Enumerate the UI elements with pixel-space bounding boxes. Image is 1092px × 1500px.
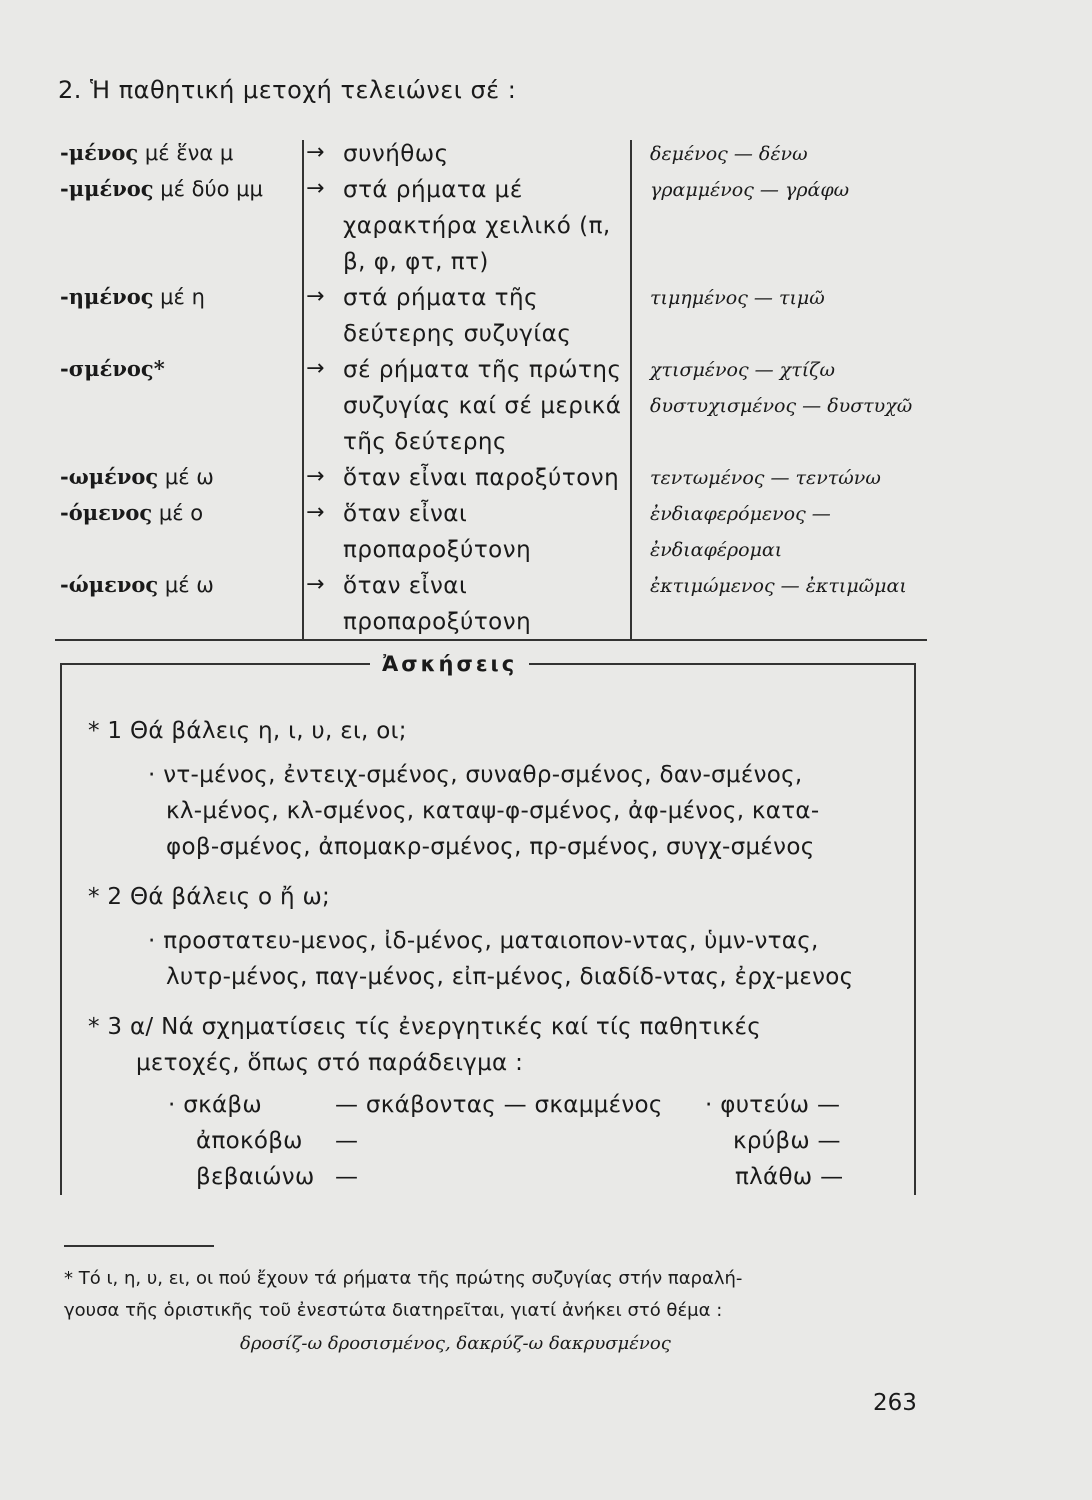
- table-row-rule: στά ρήματα μέ χαρακτήρα χειλικό (π, β, φ, φτ, πτ): [343, 177, 611, 275]
- table-row-example: χτισμένος — χτίζω δυστυχισμένος — δυστυχῶ: [650, 359, 913, 417]
- exercise-3-label: * 3 α/ Νά σχηματίσεις τίς ἐνεργητικές καί τίς παθητικές: [88, 1014, 762, 1040]
- table-row-ending: -όμενος μέ ο: [60, 500, 204, 525]
- table-row-example: τεντωμένος — τεντώνω: [650, 467, 881, 489]
- exercise-3-verb-right: · φυτεύω —: [705, 1092, 841, 1118]
- section-heading: 2. Ἡ παθητική μετοχή τελειώνει σέ :: [58, 76, 517, 104]
- exercise-1-line: φοβ-σμένος, ἀπομακρ-σμένος, πρ-σμένος, συγχ-σμένος: [166, 834, 815, 860]
- table-row-example: δεμένος — δένω: [650, 143, 808, 165]
- table-row-rule: ὅταν εἶναι παροξύτονη: [343, 465, 620, 491]
- arrow-icon: →: [306, 572, 325, 597]
- table-row-example: ἐνδιαφερόμενος — ἐνδιαφέρομαι: [650, 503, 831, 561]
- table-row-rule: στά ρήματα τῆς δεύτερης συζυγίας: [343, 285, 572, 347]
- exercise-3-answer: — σκάβοντας — σκαμμένος: [335, 1092, 663, 1118]
- arrow-icon: →: [306, 176, 325, 201]
- table-row-example: ἐκτιμώμενος — ἐκτιμῶμαι: [650, 575, 907, 597]
- exercise-1-label: * 1 Θά βάλεις η, ι, υ, ει, οι;: [88, 718, 407, 744]
- exercise-3-answer: —: [335, 1128, 359, 1154]
- exercise-2-line: · προστατευ-μενος, ἰδ-μένος, ματαιοπον-ντας, ὑμν-ντας,: [148, 928, 819, 954]
- exercises-title: Ἀσκήσεις: [370, 652, 529, 676]
- table-row-example: γραμμένος — γράφω: [650, 179, 850, 201]
- table-row-ending: -μμένος μέ δύο μμ: [60, 176, 263, 201]
- page-number: 263: [873, 1390, 917, 1416]
- table-row-rule: σέ ρήματα τῆς πρώτης συζυγίας καί σέ μερικά τῆς δεύτερης: [343, 357, 622, 455]
- exercise-3-answer: —: [335, 1164, 359, 1190]
- table-row-rule: ὅταν εἶναι προπαροξύτονη: [343, 501, 532, 563]
- table-row-ending: -μένος μέ ἕνα μ: [60, 140, 234, 165]
- exercise-3-verb: βεβαιώνω: [196, 1164, 315, 1190]
- table-divider-2: [630, 140, 632, 640]
- exercise-1-line: · ντ-μένος, ἐντειχ-σμένος, συναθρ-σμένος, δαν-σμένος,: [148, 762, 803, 788]
- footnote-line-2: γουσα τῆς ὁριστικῆς τοῦ ἐνεστώτα διατηρεῖται, γιατί ἀνήκει στό θέμα :: [64, 1300, 723, 1321]
- exercise-3-verb-right: πλάθω —: [735, 1164, 844, 1190]
- arrow-icon: →: [306, 284, 325, 309]
- arrow-icon: →: [306, 500, 325, 525]
- table-row-ending: -ωμένος μέ ω: [60, 464, 214, 489]
- footnote-rule: [64, 1245, 214, 1247]
- exercise-3-verb: · σκάβω: [168, 1092, 262, 1118]
- footnote-line-1: * Τό ι, η, υ, ει, οι πού ἔχουν τά ρήματα τῆς πρώτης συζυγίας στήν παραλή-: [64, 1268, 743, 1289]
- exercise-2-line: λυτρ-μένος, παγ-μένος, εἰπ-μένος, διαδίδ-ντας, ἐρχ-μενος: [166, 964, 854, 990]
- table-row-ending: -ημένος μέ η: [60, 284, 205, 309]
- exercise-2-label: * 2 Θά βάλεις ο ἤ ω;: [88, 884, 331, 910]
- exercise-3-verb: ἀποκόβω: [196, 1128, 303, 1154]
- arrow-icon: →: [306, 140, 325, 165]
- table-row-example: τιμημένος — τιμῶ: [650, 287, 825, 309]
- arrow-icon: →: [306, 356, 325, 381]
- table-row-ending: -σμένος*: [60, 356, 165, 381]
- footnote-examples: δροσίζ-ω δροσισμένος, δακρύζ-ω δακρυσμένος: [240, 1333, 671, 1354]
- table-row-rule: συνήθως: [343, 141, 449, 167]
- exercise-1-line: κλ-μένος, κλ-σμένος, καταψ-φ-σμένος, ἀφ-μένος, κατα-: [166, 798, 820, 824]
- exercise-3-verb-right: κρύβω —: [733, 1128, 841, 1154]
- table-divider-1: [302, 140, 304, 640]
- table-row-ending: -ώμενος μέ ω: [60, 572, 214, 597]
- exercise-3-label-cont: μετοχές, ὅπως στό παράδειγμα :: [136, 1050, 524, 1076]
- arrow-icon: →: [306, 464, 325, 489]
- table-row-rule: ὅταν εἶναι προπαροξύτονη: [343, 573, 532, 635]
